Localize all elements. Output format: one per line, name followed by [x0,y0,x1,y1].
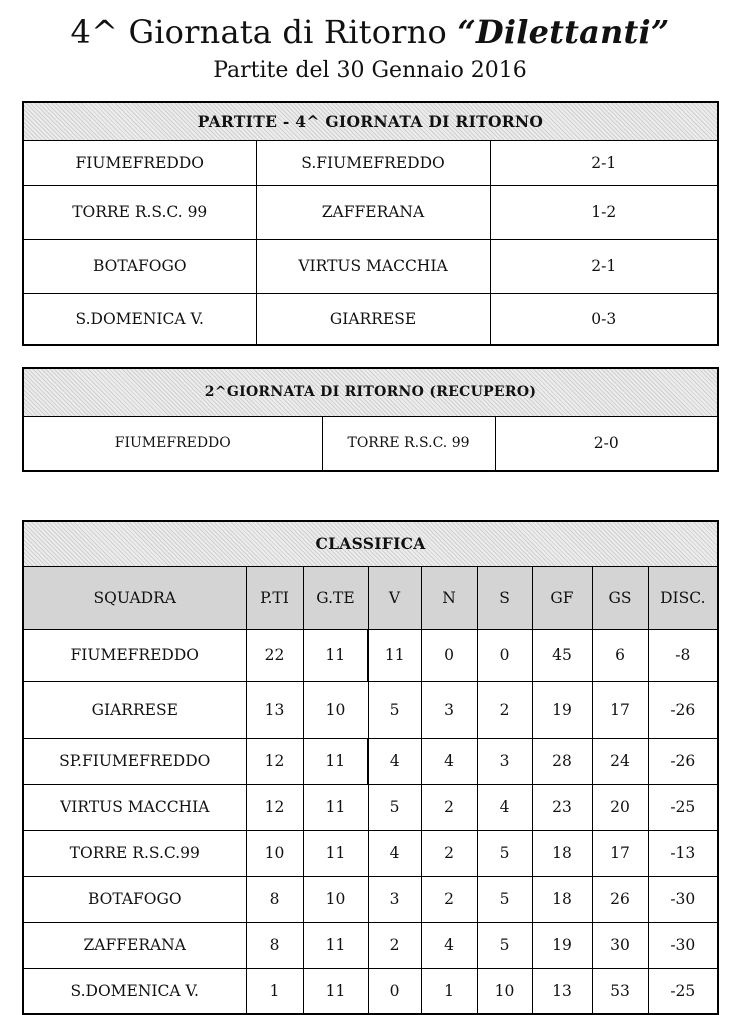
standings-table [22,520,719,1015]
goals-for: 23 [532,784,592,830]
games-played: 11 [303,738,368,784]
discipline: -30 [648,922,718,968]
match-row [23,140,718,185]
goals-against: 17 [592,681,648,738]
games-played: 11 [303,922,368,968]
matches-heading: PARTITE - 4^ GIORNATA DI RITORNO [23,102,718,140]
match-score: 1-2 [490,185,718,239]
match-row [23,239,718,293]
wins: 5 [368,681,421,738]
wins: 4 [368,738,421,784]
goals-against: 30 [592,922,648,968]
discipline: -25 [648,968,718,1014]
match-away-team: VIRTUS MACCHIA [256,239,490,293]
draws: 1 [421,968,477,1014]
goals-against: 26 [592,876,648,922]
draws: 4 [421,922,477,968]
draws: 2 [421,830,477,876]
page-title-prefix: 4^ Giornata di Ritorno [70,13,458,51]
column-header: V [368,566,421,629]
page-subtitle: Partite del 30 Gennaio 2016 [213,58,527,83]
match-away-team: S.FIUMEFREDDO [256,140,490,185]
column-header: G.TE [303,566,368,629]
match-row [23,185,718,239]
match-away-team: GIARRESE [256,293,490,345]
losses: 10 [477,968,532,1014]
table-row [23,922,718,968]
column-header: S [477,566,532,629]
standings-column-headers [23,566,718,629]
goals-against: 20 [592,784,648,830]
goals-for: 45 [532,629,592,681]
column-header: P.TI [246,566,303,629]
losses: 0 [477,629,532,681]
games-played: 11 [303,629,368,681]
discipline: -26 [648,738,718,784]
wins: 4 [368,830,421,876]
recovery-row [23,416,718,471]
losses: 3 [477,738,532,784]
goals-for: 19 [532,922,592,968]
table-row [23,629,718,681]
games-played: 11 [303,784,368,830]
team-name: GIARRESE [23,681,246,738]
table-row [23,681,718,738]
games-played: 10 [303,681,368,738]
recovery-heading: 2^GIORNATA DI RITORNO (RECUPERO) [23,368,718,416]
column-header: GS [592,566,648,629]
match-home-team: FIUMEFREDDO [23,140,256,185]
draws: 2 [421,876,477,922]
match-home-team: S.DOMENICA V. [23,293,256,345]
losses: 5 [477,830,532,876]
recovery-table [22,367,719,472]
goals-for: 18 [532,830,592,876]
team-name: S.DOMENICA V. [23,968,246,1014]
goals-for: 19 [532,681,592,738]
games-played: 10 [303,876,368,922]
draws: 4 [421,738,477,784]
match-away-team: ZAFFERANA [256,185,490,239]
wins: 0 [368,968,421,1014]
match-home-team: TORRE R.S.C. 99 [23,185,256,239]
team-name: SP.FIUMEFREDDO [23,738,246,784]
losses: 5 [477,876,532,922]
match-score: 2-1 [490,239,718,293]
points: 12 [246,738,303,784]
page-title [0,12,740,52]
match-score: 2-1 [490,140,718,185]
table-row [23,830,718,876]
team-name: TORRE R.S.C.99 [23,830,246,876]
draws: 0 [421,629,477,681]
wins: 2 [368,922,421,968]
goals-for: 28 [532,738,592,784]
losses: 4 [477,784,532,830]
losses: 2 [477,681,532,738]
wins: 5 [368,784,421,830]
games-played: 11 [303,830,368,876]
team-name: BOTAFOGO [23,876,246,922]
points: 13 [246,681,303,738]
column-header: DISC. [648,566,718,629]
team-name: VIRTUS MACCHIA [23,784,246,830]
match-score: 0-3 [490,293,718,345]
points: 8 [246,922,303,968]
goals-for: 18 [532,876,592,922]
goals-against: 53 [592,968,648,1014]
points: 12 [246,784,303,830]
draws: 3 [421,681,477,738]
losses: 5 [477,922,532,968]
goals-against: 6 [592,629,648,681]
recovery-home-team: FIUMEFREDDO [23,416,322,471]
standings-heading: CLASSIFICA [23,521,718,566]
team-name: ZAFFERANA [23,922,246,968]
match-home-team: BOTAFOGO [23,239,256,293]
recovery-score: 2-0 [495,416,718,471]
draws: 2 [421,784,477,830]
wins: 11 [368,629,421,681]
table-row [23,876,718,922]
discipline: -30 [648,876,718,922]
points: 1 [246,968,303,1014]
column-header: N [421,566,477,629]
column-header: GF [532,566,592,629]
recovery-away-team: TORRE R.S.C. 99 [322,416,495,471]
page-title-emphasis: “Dilettanti” [457,13,670,51]
table-row [23,738,718,784]
goals-for: 13 [532,968,592,1014]
points: 8 [246,876,303,922]
team-name: FIUMEFREDDO [23,629,246,681]
goals-against: 17 [592,830,648,876]
discipline: -13 [648,830,718,876]
table-row [23,968,718,1014]
points: 22 [246,629,303,681]
goals-against: 24 [592,738,648,784]
games-played: 11 [303,968,368,1014]
table-row [23,784,718,830]
points: 10 [246,830,303,876]
column-header: SQUADRA [23,566,246,629]
discipline: -25 [648,784,718,830]
wins: 3 [368,876,421,922]
discipline: -8 [648,629,718,681]
match-row [23,293,718,345]
matches-table [22,101,719,346]
discipline: -26 [648,681,718,738]
